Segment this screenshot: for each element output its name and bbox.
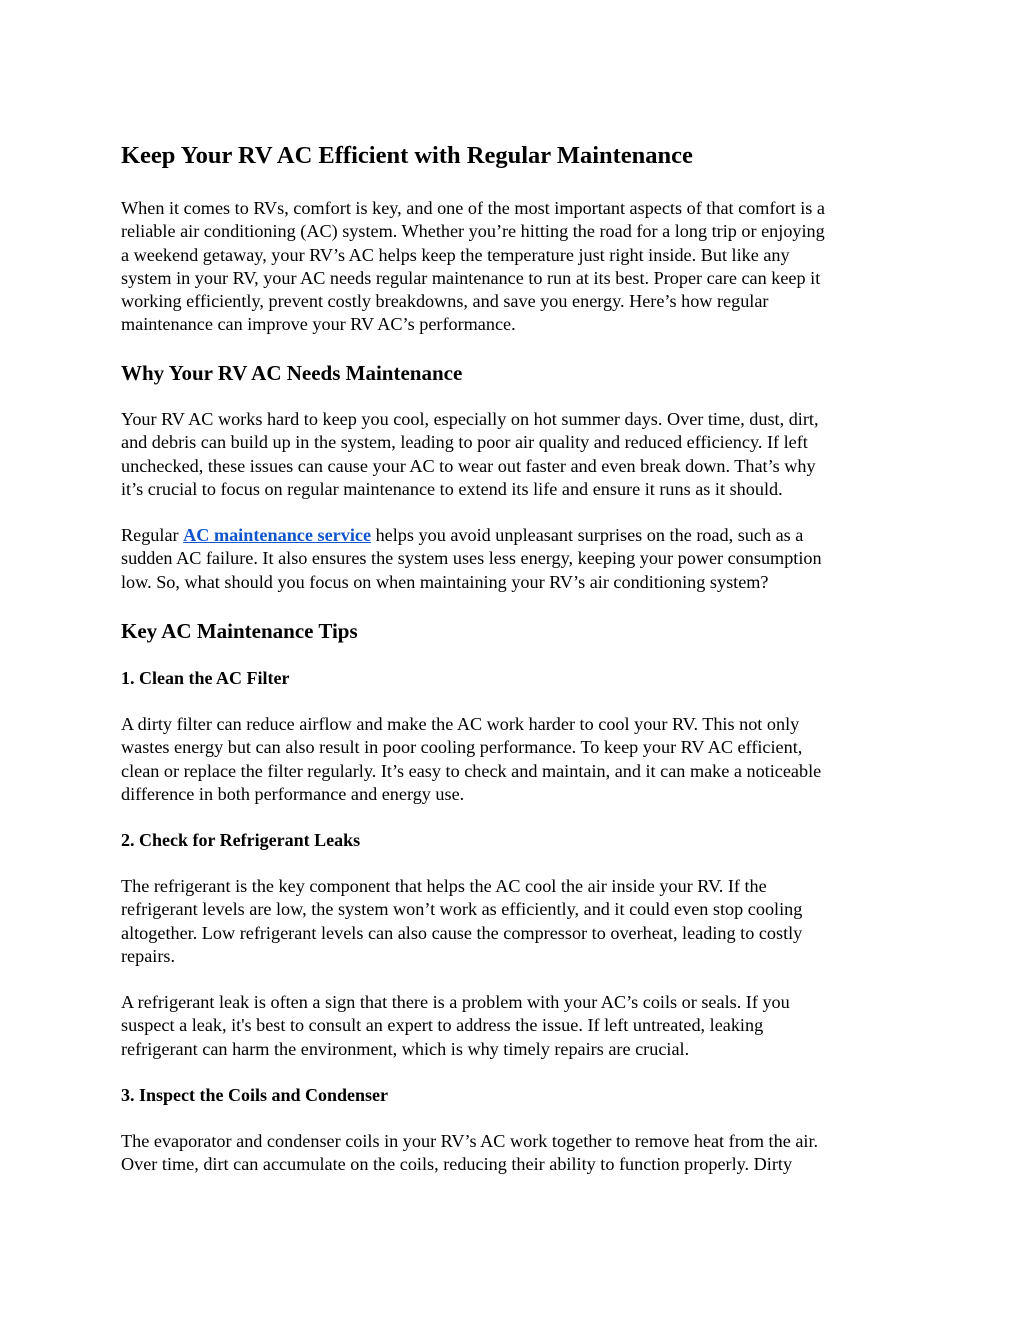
text-line: Over time, dirt can accumulate on the coils, reducing their ability to function properly. Dirty bbox=[121, 1154, 793, 1175]
tip3-paragraph bbox=[121, 1130, 911, 1177]
tip3-heading: 3. Inspect the Coils and Condenser bbox=[121, 1085, 389, 1105]
section-heading-why: Why Your RV AC Needs Maintenance bbox=[121, 361, 463, 385]
text-line: When it comes to RVs, comfort is key, and one of the most important aspects of that comfort is a bbox=[121, 198, 825, 218]
text-line: The refrigerant is the key component that helps the AC cool the air inside your RV. If the bbox=[121, 876, 767, 896]
text-line: altogether. Low refrigerant levels can also cause the compressor to overheat, leading to costly bbox=[121, 922, 803, 943]
text-line: system in your RV, your AC needs regular maintenance to run at its best. Proper care can keep it bbox=[121, 267, 821, 288]
text-fragment: helps you avoid unpleasant surprises on the road, such as a bbox=[371, 525, 804, 545]
text-line bbox=[121, 524, 911, 547]
text-line: difference in both performance and energy use. bbox=[121, 783, 465, 804]
text-line: The evaporator and condenser coils in your RV’s AC work together to remove heat from the air. bbox=[121, 1131, 819, 1151]
text-fragment: Regular bbox=[121, 525, 184, 545]
text-line: low. So, what should you focus on when maintaining your RV’s air conditioning system? bbox=[121, 571, 769, 592]
text-line: unchecked, these issues can cause your AC to wear out faster and even break down. That’s why bbox=[121, 455, 816, 476]
text-line: clean or replace the filter regularly. It’s easy to check and maintain, and it can make a noticeable bbox=[121, 760, 822, 781]
tip1-heading: 1. Clean the AC Filter bbox=[121, 668, 290, 688]
text-line: refrigerant can harm the environment, which is why timely repairs are crucial. bbox=[121, 1038, 690, 1059]
text-line: A dirty filter can reduce airflow and make the AC work harder to cool your RV. This not only bbox=[121, 714, 800, 734]
text-line: maintenance can improve your RV AC’s performance. bbox=[121, 314, 516, 335]
text-line: a weekend getaway, your RV’s AC helps keep the temperature just right inside. But like any bbox=[121, 244, 790, 265]
tip2-paragraph-1 bbox=[121, 875, 911, 968]
why-paragraph bbox=[121, 408, 911, 501]
text-line: wastes energy but can also result in poor cooling performance. To keep your RV AC efficient, bbox=[121, 737, 803, 758]
text-line: refrigerant levels are low, the system won’t work as efficiently, and it could even stop cooling bbox=[121, 899, 803, 920]
tip2-paragraph-2 bbox=[121, 991, 911, 1061]
section-heading-tips: Key AC Maintenance Tips bbox=[121, 619, 358, 643]
text-line: Your RV AC works hard to keep you cool, especially on hot summer days. Over time, dust, dirt, bbox=[121, 409, 819, 429]
text-line: repairs. bbox=[121, 945, 176, 966]
page-title: Keep Your RV AC Efficient with Regular Maintenance bbox=[121, 142, 693, 169]
text-line: A refrigerant leak is often a sign that there is a problem with your AC’s coils or seals. If you bbox=[121, 992, 790, 1012]
text-line: working efficiently, prevent costly breakdowns, and save you energy. Here’s how regular bbox=[121, 291, 769, 312]
text-line: suspect a leak, it's best to consult an expert to address the issue. If left untreated, leaking bbox=[121, 1015, 764, 1036]
text-line: sudden AC failure. It also ensures the system uses less energy, keeping your power consumption bbox=[121, 548, 822, 569]
ac-maintenance-service-link[interactable]: AC maintenance service bbox=[183, 525, 372, 545]
tip1-paragraph bbox=[121, 713, 911, 806]
text-line: reliable air conditioning (AC) system. Whether you’re hitting the road for a long trip or enjoying bbox=[121, 221, 825, 242]
text-line: it’s crucial to focus on regular maintenance to extend its life and ensure it runs as it should. bbox=[121, 478, 783, 499]
service-paragraph bbox=[121, 524, 911, 594]
intro-paragraph bbox=[121, 197, 911, 337]
text-line: and debris can build up in the system, leading to poor air quality and reduced efficiency. If left bbox=[121, 432, 808, 453]
tip2-heading: 2. Check for Refrigerant Leaks bbox=[121, 830, 361, 850]
